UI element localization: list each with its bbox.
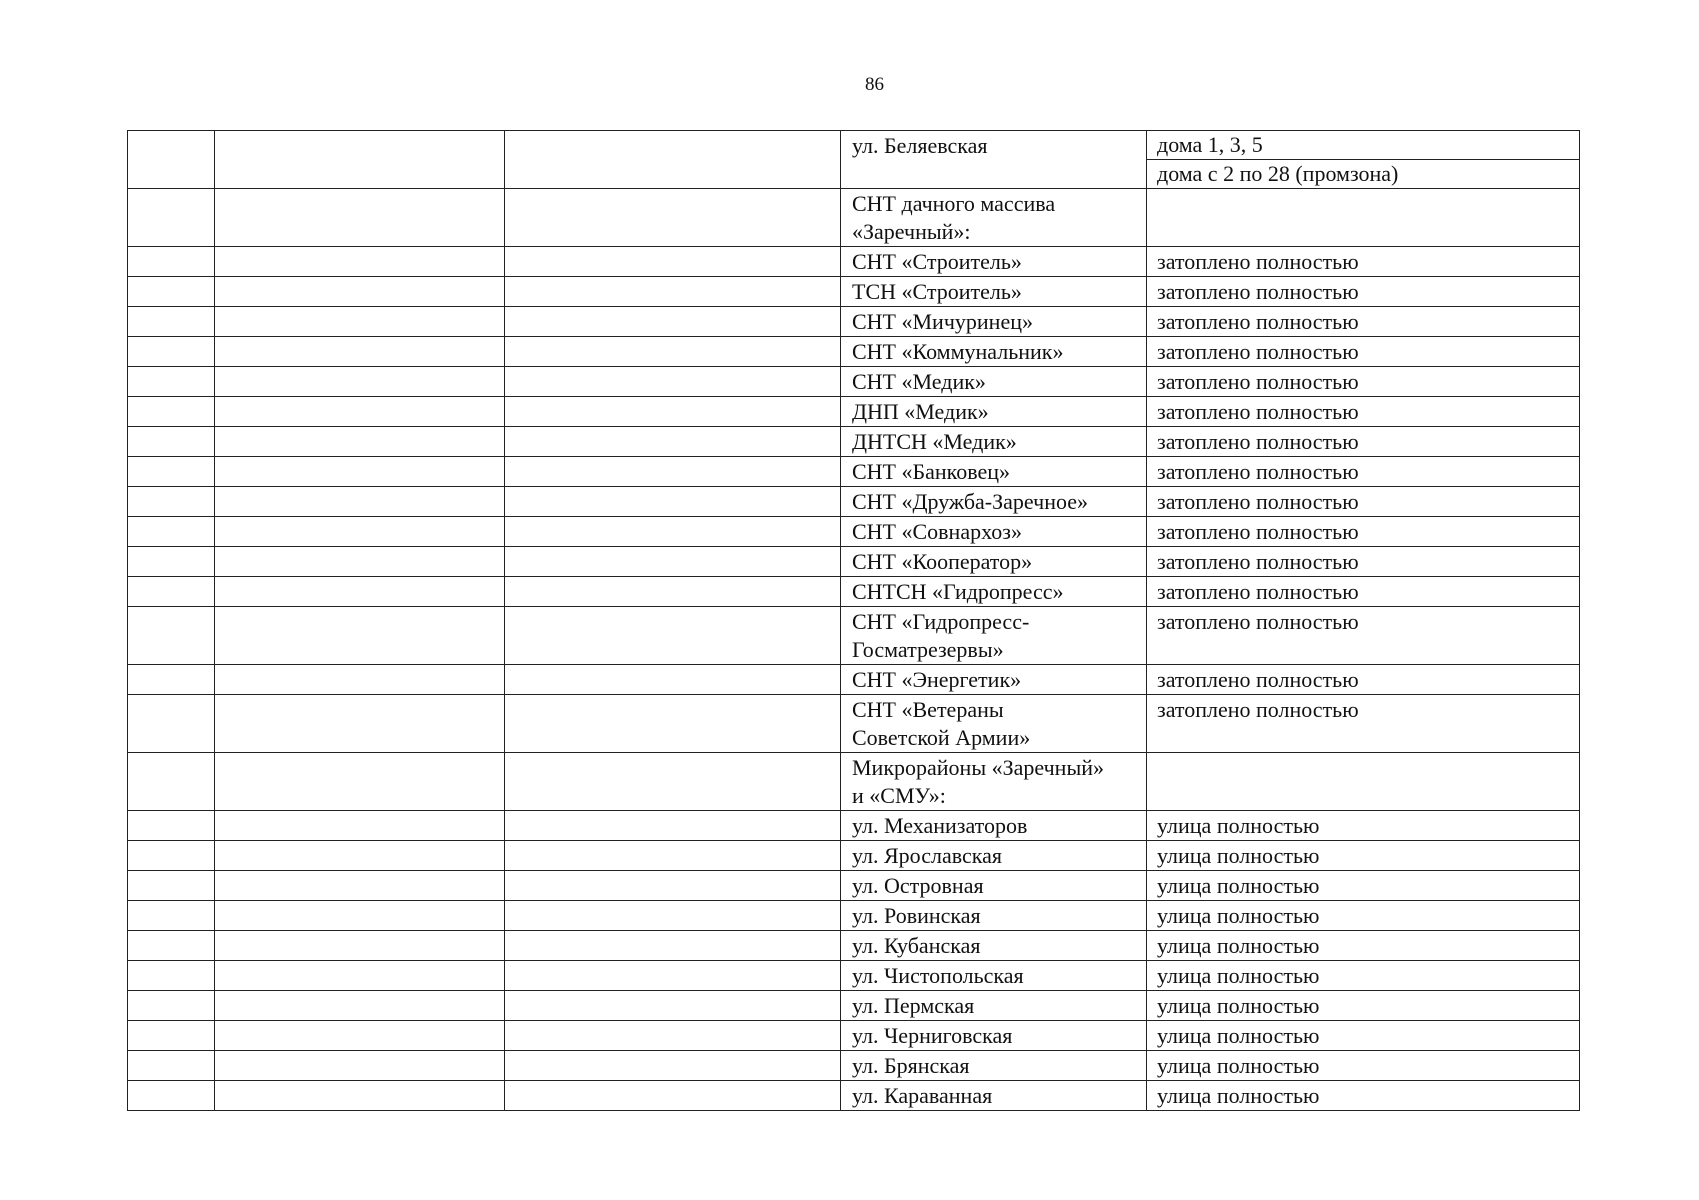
note-cell: затоплено полностью (1147, 367, 1580, 397)
empty-cell (505, 247, 841, 277)
empty-cell (128, 367, 215, 397)
location-name-cell (841, 247, 1147, 277)
empty-cell (128, 991, 215, 1021)
table-row (128, 457, 1580, 487)
table-row (128, 517, 1580, 547)
empty-cell (128, 1081, 215, 1111)
location-name-line: ул. Ярославская (852, 843, 1003, 868)
empty-cell (128, 517, 215, 547)
table-row (128, 189, 1580, 247)
empty-cell (505, 367, 841, 397)
empty-cell (505, 901, 841, 931)
empty-cell (128, 189, 215, 247)
location-name-cell (841, 1081, 1147, 1111)
empty-cell (215, 841, 505, 871)
location-name-cell (841, 427, 1147, 457)
location-name-line: ул. Ровинская (852, 903, 981, 928)
note-cell: улица полностью (1147, 871, 1580, 901)
empty-cell (505, 547, 841, 577)
empty-cell (215, 397, 505, 427)
note-cell: затоплено полностью (1147, 547, 1580, 577)
table-row (128, 753, 1580, 811)
empty-cell (128, 457, 215, 487)
empty-cell (505, 841, 841, 871)
location-name-line: ул. Брянская (852, 1053, 970, 1078)
location-name-cell (841, 367, 1147, 397)
note-cell: затоплено полностью (1147, 607, 1580, 665)
empty-cell (128, 607, 215, 665)
table-row (128, 427, 1580, 457)
empty-cell (215, 577, 505, 607)
location-name-cell (841, 131, 1147, 189)
empty-cell (505, 189, 841, 247)
location-name-line: СНТ «Банковец» (852, 459, 1011, 484)
empty-cell (215, 517, 505, 547)
empty-cell (128, 1051, 215, 1081)
table-row (128, 487, 1580, 517)
table-row (128, 131, 1580, 189)
note-cell: затоплено полностью (1147, 487, 1580, 517)
note-cell: затоплено полностью (1147, 577, 1580, 607)
location-name-line: СНТ «Медик» (852, 369, 986, 394)
empty-cell (505, 577, 841, 607)
empty-cell (128, 277, 215, 307)
location-name-line: ул. Караванная (852, 1083, 993, 1108)
empty-cell (128, 397, 215, 427)
empty-cell (128, 665, 215, 695)
note-cell: улица полностью (1147, 811, 1580, 841)
empty-cell (128, 841, 215, 871)
empty-cell (128, 961, 215, 991)
location-name-line: ДНП «Медик» (852, 399, 989, 424)
empty-cell (215, 337, 505, 367)
empty-cell (505, 337, 841, 367)
empty-cell (505, 695, 841, 753)
table-row (128, 337, 1580, 367)
empty-cell (505, 1051, 841, 1081)
location-name-cell (841, 1021, 1147, 1051)
location-name-line: ул. Островная (852, 873, 984, 898)
location-name-cell (841, 457, 1147, 487)
empty-cell (505, 961, 841, 991)
empty-cell (215, 427, 505, 457)
note-cell: затоплено полностью (1147, 695, 1580, 753)
location-name-line: Советской Армии» (852, 725, 1031, 750)
empty-cell (215, 131, 505, 189)
location-name-cell (841, 811, 1147, 841)
empty-cell (215, 367, 505, 397)
empty-cell (505, 871, 841, 901)
empty-cell (505, 991, 841, 1021)
table-row (128, 247, 1580, 277)
table-row (128, 841, 1580, 871)
note-cell: затоплено полностью (1147, 277, 1580, 307)
location-name-cell (841, 695, 1147, 753)
empty-cell (505, 931, 841, 961)
empty-cell (128, 811, 215, 841)
empty-cell (505, 665, 841, 695)
table-row (128, 577, 1580, 607)
empty-cell (128, 1021, 215, 1051)
table-row (128, 991, 1580, 1021)
empty-cell (505, 607, 841, 665)
empty-cell (215, 457, 505, 487)
note-cell: улица полностью (1147, 1051, 1580, 1081)
table-row (128, 811, 1580, 841)
location-name-line: Госматрезервы» (852, 637, 1004, 662)
note-cell: улица полностью (1147, 901, 1580, 931)
empty-cell (215, 607, 505, 665)
table-row (128, 547, 1580, 577)
empty-cell (505, 1081, 841, 1111)
empty-cell (128, 695, 215, 753)
location-name-line: и «СМУ»: (852, 783, 946, 808)
location-name-line: СНТ «Ветераны (852, 697, 1004, 722)
location-name-cell (841, 487, 1147, 517)
location-name-line: СНТ «Энергетик» (852, 667, 1022, 692)
empty-cell (128, 487, 215, 517)
location-name-line: Микрорайоны «Заречный» (852, 755, 1105, 780)
empty-cell (505, 487, 841, 517)
location-name-line: СНТ «Кооператор» (852, 549, 1033, 574)
location-name-cell (841, 277, 1147, 307)
table-row (128, 695, 1580, 753)
note-cell: затоплено полностью (1147, 397, 1580, 427)
location-name-cell (841, 337, 1147, 367)
location-name-line: СНТ «Дружба-Заречное» (852, 489, 1088, 514)
location-name-line: СНТ «Совнархоз» (852, 519, 1022, 544)
empty-cell (128, 901, 215, 931)
location-name-line: «Заречный»: (852, 219, 971, 244)
empty-cell (215, 695, 505, 753)
note-subcell: дома 1, 3, 5 (1157, 132, 1263, 157)
table-row (128, 961, 1580, 991)
note-cell: улица полностью (1147, 931, 1580, 961)
location-name-cell (841, 577, 1147, 607)
empty-cell (215, 961, 505, 991)
empty-cell (505, 427, 841, 457)
empty-cell (505, 753, 841, 811)
empty-cell (128, 337, 215, 367)
empty-cell (128, 427, 215, 457)
location-name-cell (841, 189, 1147, 247)
location-name-line: ул. Черниговская (852, 1023, 1013, 1048)
empty-cell (215, 871, 505, 901)
empty-cell (215, 277, 505, 307)
empty-cell (128, 547, 215, 577)
table-row (128, 931, 1580, 961)
location-name-line: ул. Кубанская (852, 933, 981, 958)
empty-cell (215, 1021, 505, 1051)
note-cell: затоплено полностью (1147, 457, 1580, 487)
page-number: 86 (865, 74, 884, 95)
location-name-line: СНТ «Гидропресс- (852, 609, 1030, 634)
empty-cell (128, 247, 215, 277)
location-name-cell (841, 1051, 1147, 1081)
note-cell: затоплено полностью (1147, 665, 1580, 695)
table-row (128, 607, 1580, 665)
empty-cell (505, 457, 841, 487)
empty-cell (215, 1051, 505, 1081)
empty-cell (215, 665, 505, 695)
empty-cell (215, 547, 505, 577)
note-cell: затоплено полностью (1147, 307, 1580, 337)
empty-cell (215, 1081, 505, 1111)
table-row (128, 367, 1580, 397)
location-name-line: ул. Чистопольская (852, 963, 1024, 988)
location-name-line: СНТ «Коммунальник» (852, 339, 1064, 364)
location-name-cell (841, 397, 1147, 427)
table-row (128, 397, 1580, 427)
empty-cell (128, 131, 215, 189)
location-name-cell (841, 517, 1147, 547)
note-cell: затоплено полностью (1147, 247, 1580, 277)
note-cell (1147, 753, 1580, 811)
empty-cell (215, 487, 505, 517)
note-cell-split (1147, 131, 1580, 189)
location-name-line: СНТ «Строитель» (852, 249, 1022, 274)
note-cell: затоплено полностью (1147, 337, 1580, 367)
empty-cell (215, 189, 505, 247)
location-name-cell (841, 547, 1147, 577)
note-cell: улица полностью (1147, 841, 1580, 871)
location-name-cell (841, 841, 1147, 871)
empty-cell (215, 307, 505, 337)
empty-cell (505, 517, 841, 547)
note-cell: улица полностью (1147, 991, 1580, 1021)
table-row (128, 665, 1580, 695)
table-row (128, 307, 1580, 337)
location-name-cell (841, 607, 1147, 665)
table-row (128, 1021, 1580, 1051)
empty-cell (215, 811, 505, 841)
location-name-cell (841, 931, 1147, 961)
empty-cell (215, 753, 505, 811)
flood-zone-table (127, 130, 1580, 1111)
empty-cell (215, 247, 505, 277)
location-name-line: ТСН «Строитель» (852, 279, 1022, 304)
location-name-cell (841, 871, 1147, 901)
empty-cell (505, 397, 841, 427)
location-name-line: ул. Механизаторов (852, 813, 1028, 838)
empty-cell (128, 871, 215, 901)
location-name-cell (841, 901, 1147, 931)
empty-cell (215, 991, 505, 1021)
location-name-cell (841, 665, 1147, 695)
table-row (128, 1081, 1580, 1111)
table-row (128, 277, 1580, 307)
location-name-line: ул. Беляевская (852, 133, 988, 158)
table-body (128, 131, 1580, 1111)
empty-cell (215, 901, 505, 931)
note-cell: улица полностью (1147, 1081, 1580, 1111)
location-name-line: ДНТСН «Медик» (852, 429, 1017, 454)
location-name-cell (841, 753, 1147, 811)
location-name-line: СНТ «Мичуринец» (852, 309, 1033, 334)
table-row (128, 901, 1580, 931)
empty-cell (505, 307, 841, 337)
location-name-cell (841, 307, 1147, 337)
empty-cell (505, 277, 841, 307)
empty-cell (505, 1021, 841, 1051)
empty-cell (128, 931, 215, 961)
empty-cell (505, 811, 841, 841)
note-cell: затоплено полностью (1147, 427, 1580, 457)
empty-cell (215, 931, 505, 961)
location-name-cell (841, 991, 1147, 1021)
location-name-cell (841, 961, 1147, 991)
note-subcell: дома с 2 по 28 (промзона) (1147, 159, 1579, 188)
location-name-line: СНТ дачного массива (852, 191, 1056, 216)
note-cell: затоплено полностью (1147, 517, 1580, 547)
empty-cell (128, 577, 215, 607)
empty-cell (505, 131, 841, 189)
empty-cell (128, 307, 215, 337)
note-cell (1147, 189, 1580, 247)
table-row (128, 871, 1580, 901)
empty-cell (128, 753, 215, 811)
location-name-line: ул. Пермская (852, 993, 975, 1018)
note-cell: улица полностью (1147, 961, 1580, 991)
location-name-line: СНТСН «Гидропресс» (852, 579, 1064, 604)
table-row (128, 1051, 1580, 1081)
note-cell: улица полностью (1147, 1021, 1580, 1051)
